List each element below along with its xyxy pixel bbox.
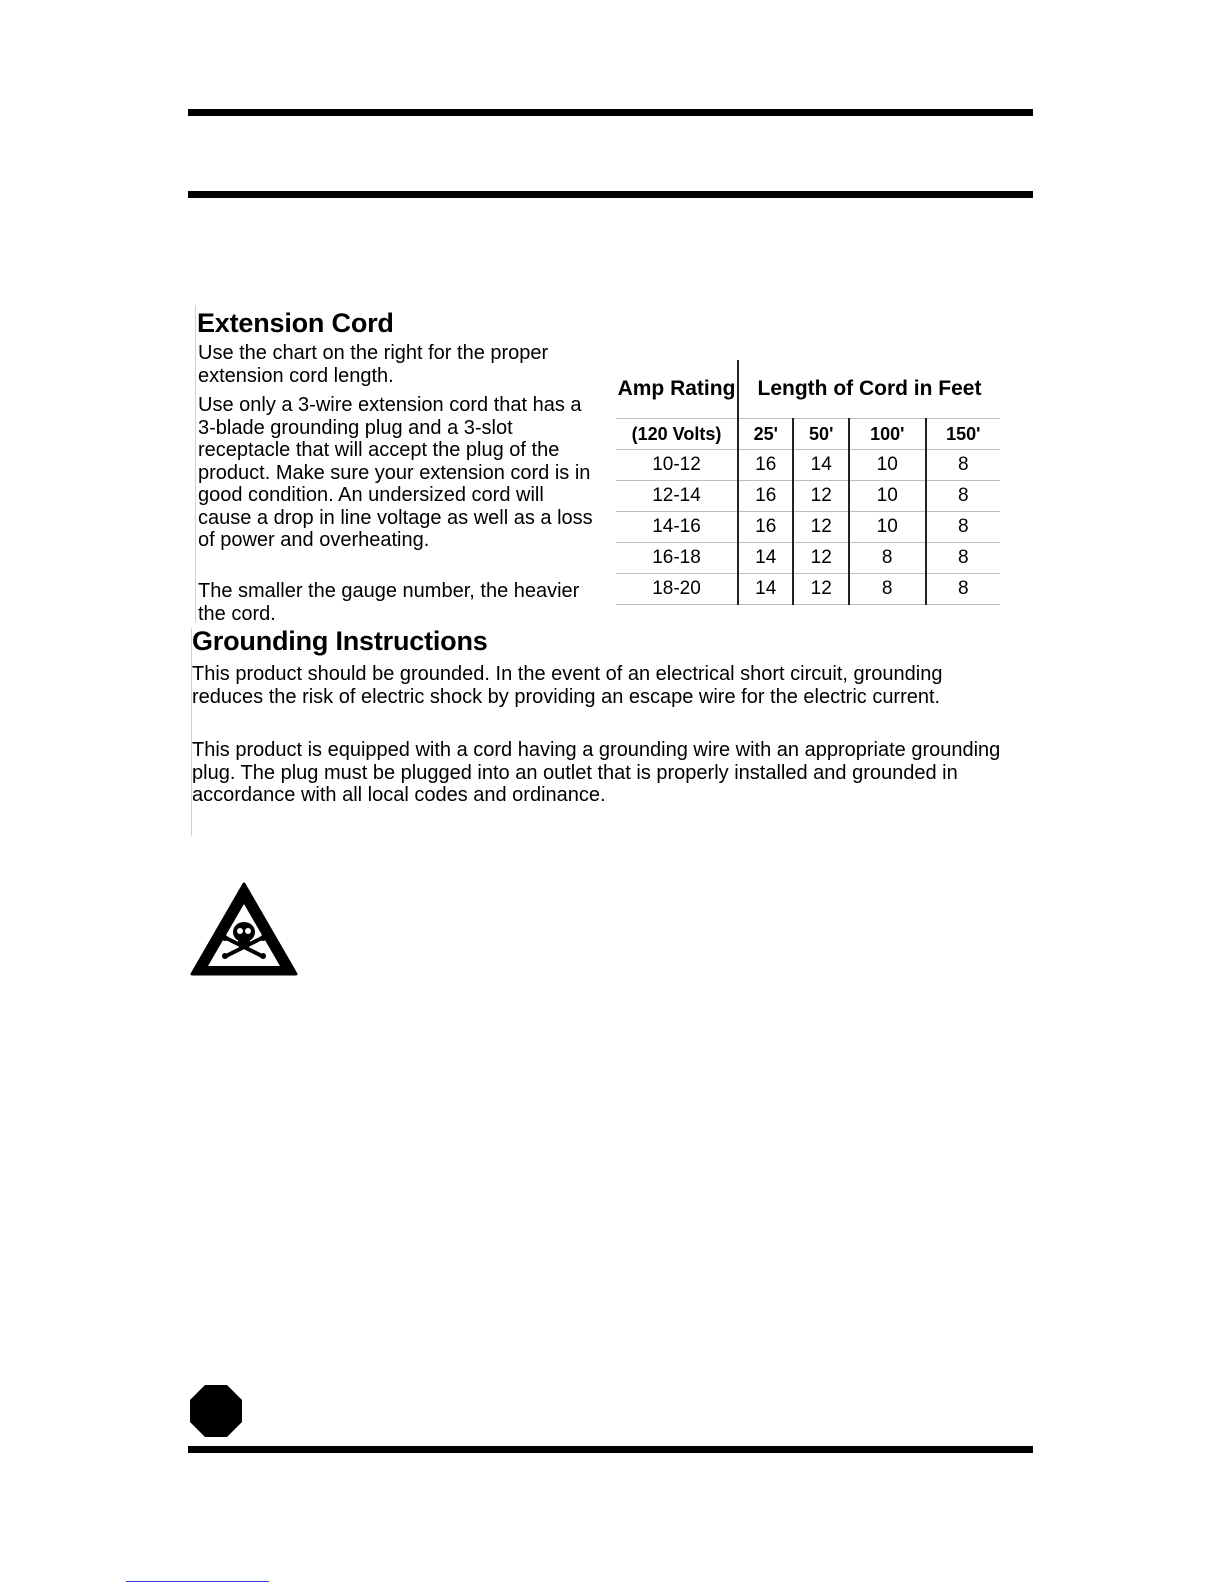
table-cell: 14 <box>793 450 848 481</box>
table-cell: 14 <box>738 543 793 574</box>
table-cell: 8 <box>849 543 926 574</box>
table-cell: 12 <box>793 543 848 574</box>
col-header: (120 Volts) <box>616 419 738 450</box>
table-cell: 14 <box>738 574 793 605</box>
grounding-paragraph-1: This product should be grounded. In the event of an electrical short circuit, grounding reduces the risk of electric shock by providing an escape wire for the electric current. <box>192 663 943 708</box>
table-row <box>616 481 1000 512</box>
col-header: 25' <box>738 419 793 450</box>
table-row <box>616 450 1000 481</box>
table-cell: 10 <box>849 481 926 512</box>
table-row <box>616 543 1000 574</box>
table-cell: 18-20 <box>616 574 738 605</box>
skull-crossbones-warning-icon <box>190 882 298 978</box>
margin-line-upper <box>195 305 196 623</box>
grounding-paragraph-2: This product is equipped with a cord having a grounding wire with an appropriate grounding plug. The plug must be plugged into an outlet that is properly installed and grounded in accordance with all local codes and ordinance. <box>192 739 1001 806</box>
table-cell: 8 <box>926 574 1001 605</box>
footer-link-underline[interactable] <box>126 1581 269 1582</box>
table-cell: 16 <box>738 481 793 512</box>
table-cell: 8 <box>849 574 926 605</box>
table-cell: 10 <box>849 512 926 543</box>
table-cell: 12-14 <box>616 481 738 512</box>
stop-octagon-icon <box>190 1385 242 1437</box>
amp-rating-header: Amp Rating <box>617 377 736 400</box>
col-header: 150' <box>926 419 1001 450</box>
table-cell: 12 <box>793 512 848 543</box>
gauge-note: The smaller the gauge number, the heavier the cord. <box>198 580 580 625</box>
extension-cord-heading: Extension Cord <box>197 308 394 338</box>
table-cell: 10-12 <box>616 450 738 481</box>
table-cell: 16 <box>738 512 793 543</box>
table-cell: 8 <box>926 512 1001 543</box>
top-rule <box>188 109 1033 116</box>
col-header: 100' <box>849 419 926 450</box>
table-cell: 12 <box>793 481 848 512</box>
table-cell: 16-18 <box>616 543 738 574</box>
table-row <box>616 512 1000 543</box>
table-cell: 8 <box>926 450 1001 481</box>
bottom-rule <box>188 1446 1033 1453</box>
table-cell: 10 <box>849 450 926 481</box>
table-cell: 16 <box>738 450 793 481</box>
table-row <box>616 574 1000 605</box>
cord-gauge-table <box>616 360 1000 605</box>
extension-cord-intro: Use the chart on the right for the proper extension cord length. <box>198 342 549 387</box>
table-cell: 8 <box>926 543 1001 574</box>
length-header: Length of Cord in Feet <box>738 360 1000 419</box>
second-rule <box>188 191 1033 198</box>
extension-cord-instructions: Use only a 3-wire extension cord that has a 3-blade grounding plug and a 3-slot receptacle that will accept the plug of the product. Make sure your extension cord is in good condition. An undersized cord will cause a drop in line voltage as well as a loss of power and overheating. <box>198 394 593 551</box>
table-cell: 14-16 <box>616 512 738 543</box>
table-cell: 8 <box>926 481 1001 512</box>
col-header: 50' <box>793 419 848 450</box>
grounding-heading: Grounding Instructions <box>192 626 488 656</box>
table-cell: 12 <box>793 574 848 605</box>
